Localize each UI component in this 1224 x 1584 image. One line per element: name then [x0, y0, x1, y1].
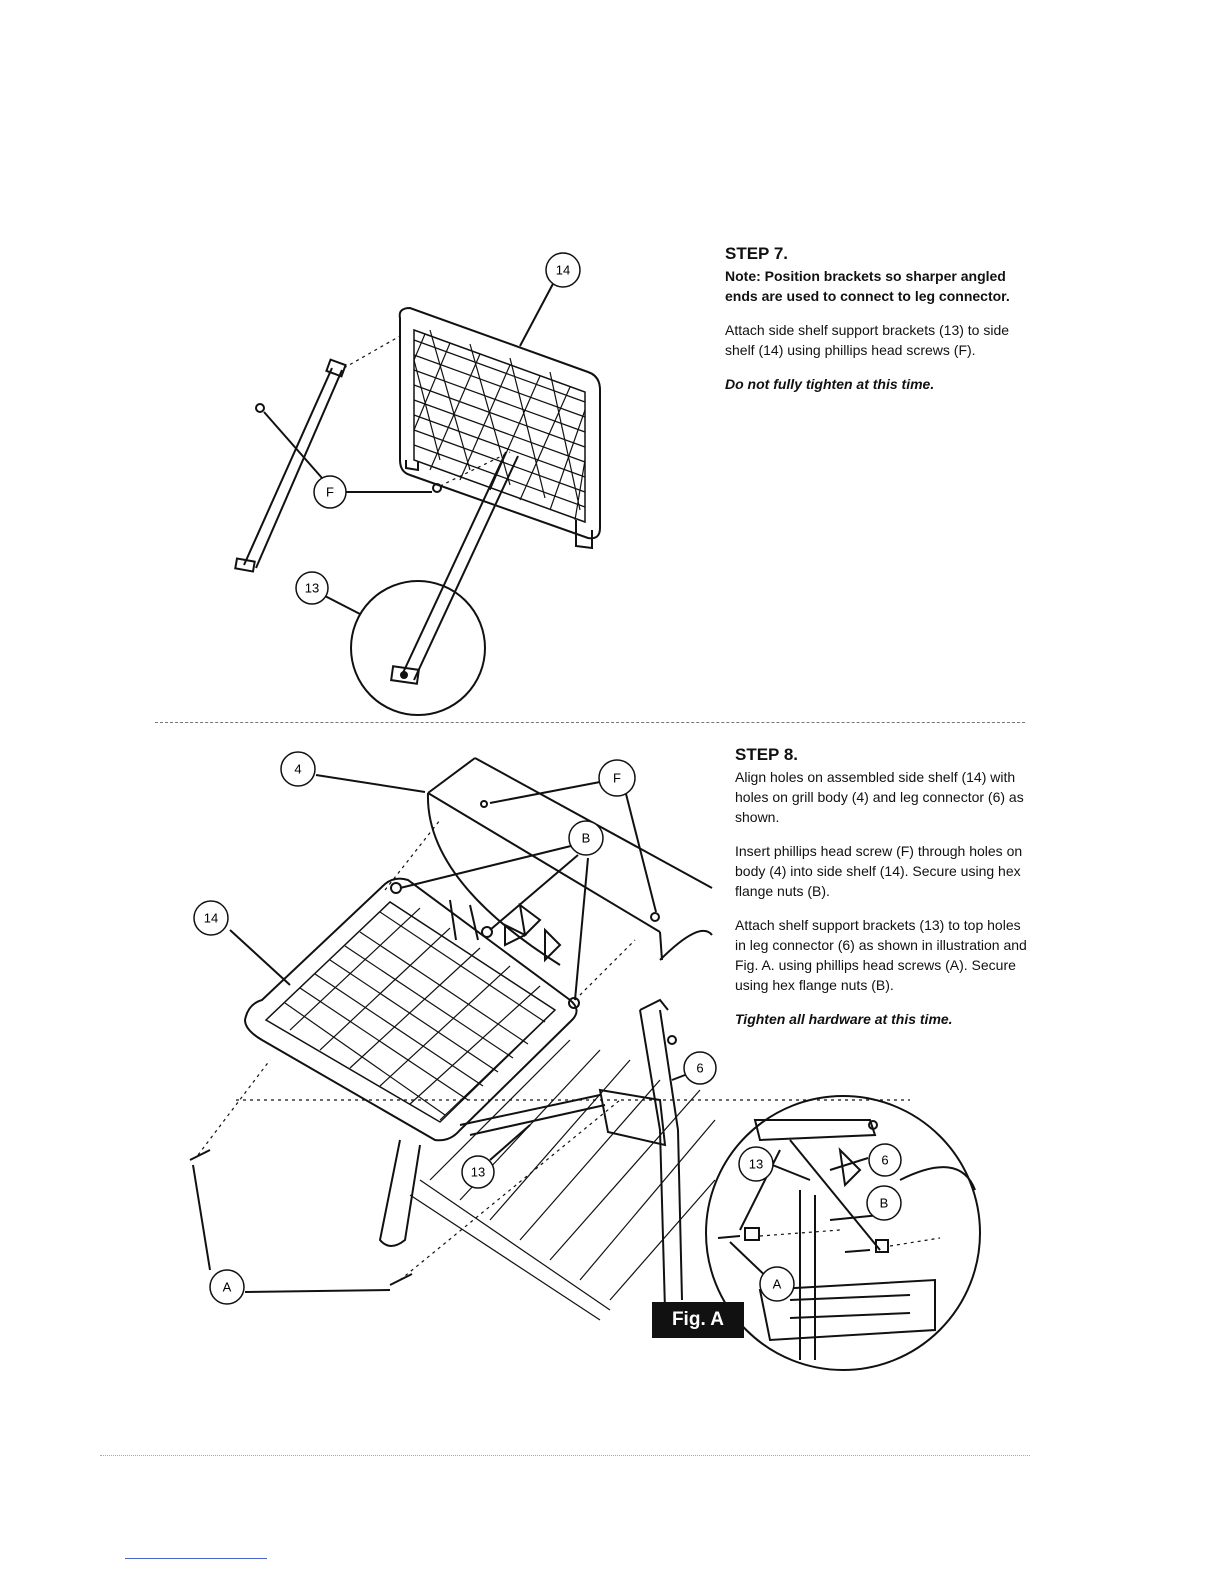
step8-para1: Align holes on assembled side shelf (14) with holes on grill body (4) and leg connector (6) as shown. [735, 769, 1024, 825]
label-F-step7: F [326, 484, 334, 500]
label-14-step7: 14 [555, 262, 571, 278]
label-A-step8: A [222, 1279, 232, 1295]
step8-para3: Attach shelf support brackets (13) to top holes in leg connector (6) as shown in illustration and Fig. A. using phillips head screws (A). Secure using hex flange nuts (B). [735, 917, 1027, 993]
step7-instruction: Attach side shelf support brackets (13) to side shelf (14) using phillips head screws (F). [725, 322, 1010, 358]
step7-title: STEP 7. [725, 244, 788, 263]
label-13-step7: 13 [304, 580, 320, 596]
step7-warning: Do not fully tighten at this time. [725, 376, 935, 392]
label-B-figa: B [879, 1195, 889, 1211]
label-6-figa: 6 [881, 1152, 889, 1168]
step8-title: STEP 8. [735, 745, 798, 764]
label-A-figa: A [772, 1276, 782, 1292]
label-6-step8: 6 [696, 1060, 704, 1076]
bottom-dotted-rule [100, 1455, 1030, 1456]
label-4: 4 [294, 761, 302, 777]
label-13-figa: 13 [748, 1156, 764, 1172]
label-14-step8: 14 [203, 910, 219, 926]
step8-warning: Tighten all hardware at this time. [735, 1011, 953, 1027]
label-F-step8: F [613, 770, 621, 786]
step8-para2: Insert phillips head screw (F) through holes on body (4) into side shelf (14). Secure using hex flange nuts (B). [735, 843, 1023, 899]
fig-a-label: Fig. A [652, 1302, 744, 1338]
step7-note: Note: Position brackets so sharper angled ends are used to connect to leg connector. [725, 268, 1010, 304]
bottom-blue-rule [125, 1558, 267, 1559]
label-13-step8: 13 [470, 1164, 486, 1180]
label-B-step8: B [581, 830, 591, 846]
